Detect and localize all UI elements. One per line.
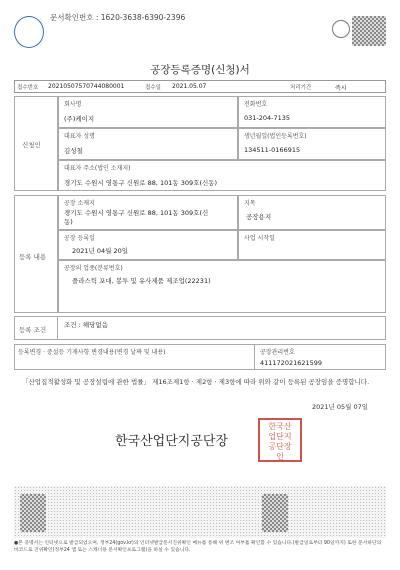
receipt-no-label: 접수번호 (17, 85, 39, 91)
mgmt-label: 공장관리번호 (260, 349, 295, 356)
factory-addr-label: 공장 소재지 (64, 200, 95, 207)
doc-check-number: 문서확인번호 : 1620-3638-6390-2396 (50, 13, 186, 22)
barcode-left (20, 494, 46, 532)
address-value: 경기도 수원시 영통구 신원로 88, 101동 309호(신동) (64, 179, 218, 187)
reg-date-value: 2021년 04월 20일 (72, 247, 129, 255)
barcode-band (14, 486, 386, 538)
factory-addr-value: 경기도 수원시 영통구 신원로 88, 101동 309호(신동) (64, 209, 209, 226)
business-value: 플라스틱 포대, 봉투 및 유사제품 제조업(22231) (72, 277, 211, 285)
conditions-section-label: 등록 조건 (19, 326, 47, 334)
receipt-no-value: 20210507570744080001 (48, 83, 125, 90)
phone-label: 전화번호 (244, 101, 268, 108)
conditions-value: 조건 : 해당없음 (64, 321, 108, 329)
official-seal: 한국산 업단지 공단장 인 (258, 418, 302, 462)
business-label: 공장의 업종(분류번호) (64, 265, 123, 272)
rep-label: 대표자 성명 (64, 133, 95, 140)
company-label: 회사명 (64, 101, 82, 108)
barcode-right (262, 494, 288, 532)
applicant-section-label: 신청인 (22, 141, 41, 149)
mgmt-value: 411172021621599 (260, 359, 323, 367)
phone-value: 031-204-7135 (244, 114, 291, 122)
document-title: 공장등록증명(신청)서 (150, 64, 250, 76)
footer-note: ●본 증명서는 인터넷으로 발급되었으며, 정부24(gov.kr)의 인터넷발급문서진위확인 메뉴를 통해 위 변조 여부를 확인할 수 있습니다.(발급일로부터 90일까지) 또한 문서하단의 바코드로 진위확인(정부24 앱 또는 스캐너용 문서확인프로그램)을 하실 수 있습니다. (14, 541, 382, 553)
changes-label: 등록변경 · 중설등 기재사항 변경내용(변경 날짜 및 내용) (18, 349, 166, 356)
land-value: 공장용지 (246, 213, 272, 221)
reg-date-label: 공장 등록일 (64, 235, 95, 242)
birth-label: 생년월일(법인등록번호) (244, 133, 307, 140)
registration-section-label: 등록 내용 (19, 253, 47, 261)
process-period-label: 처리기간 (290, 85, 312, 91)
company-cell (58, 96, 238, 128)
land-label: 지목 (244, 200, 256, 207)
birth-value: 134511-0166915 (244, 146, 301, 154)
receipt-date-label: 접수일 (145, 85, 161, 91)
issue-date: 2021년 05월 07일 (312, 403, 369, 411)
company-value: (주)케이지 (64, 115, 95, 123)
statement-text: 「산업집적활성화 및 공장설립에 관한 법률」 제16조제1항 · 제2항 · 제3항에 따라 위와 같이 등록된 공장임을 증명합니다. (22, 378, 370, 386)
address-label: 대표자 주소(법인 소재지) (64, 165, 131, 172)
process-period-value: 즉시 (335, 85, 347, 92)
revenue-stamp (14, 16, 44, 48)
emblem-icon (332, 20, 350, 38)
rep-value: 김성철 (64, 147, 83, 155)
issuer-name: 한국산업단지공단장 (115, 434, 229, 449)
start-label: 사업 시작일 (244, 235, 275, 242)
top-right-barcode (352, 16, 386, 46)
receipt-date-value: 2021.05.07 (172, 83, 207, 90)
